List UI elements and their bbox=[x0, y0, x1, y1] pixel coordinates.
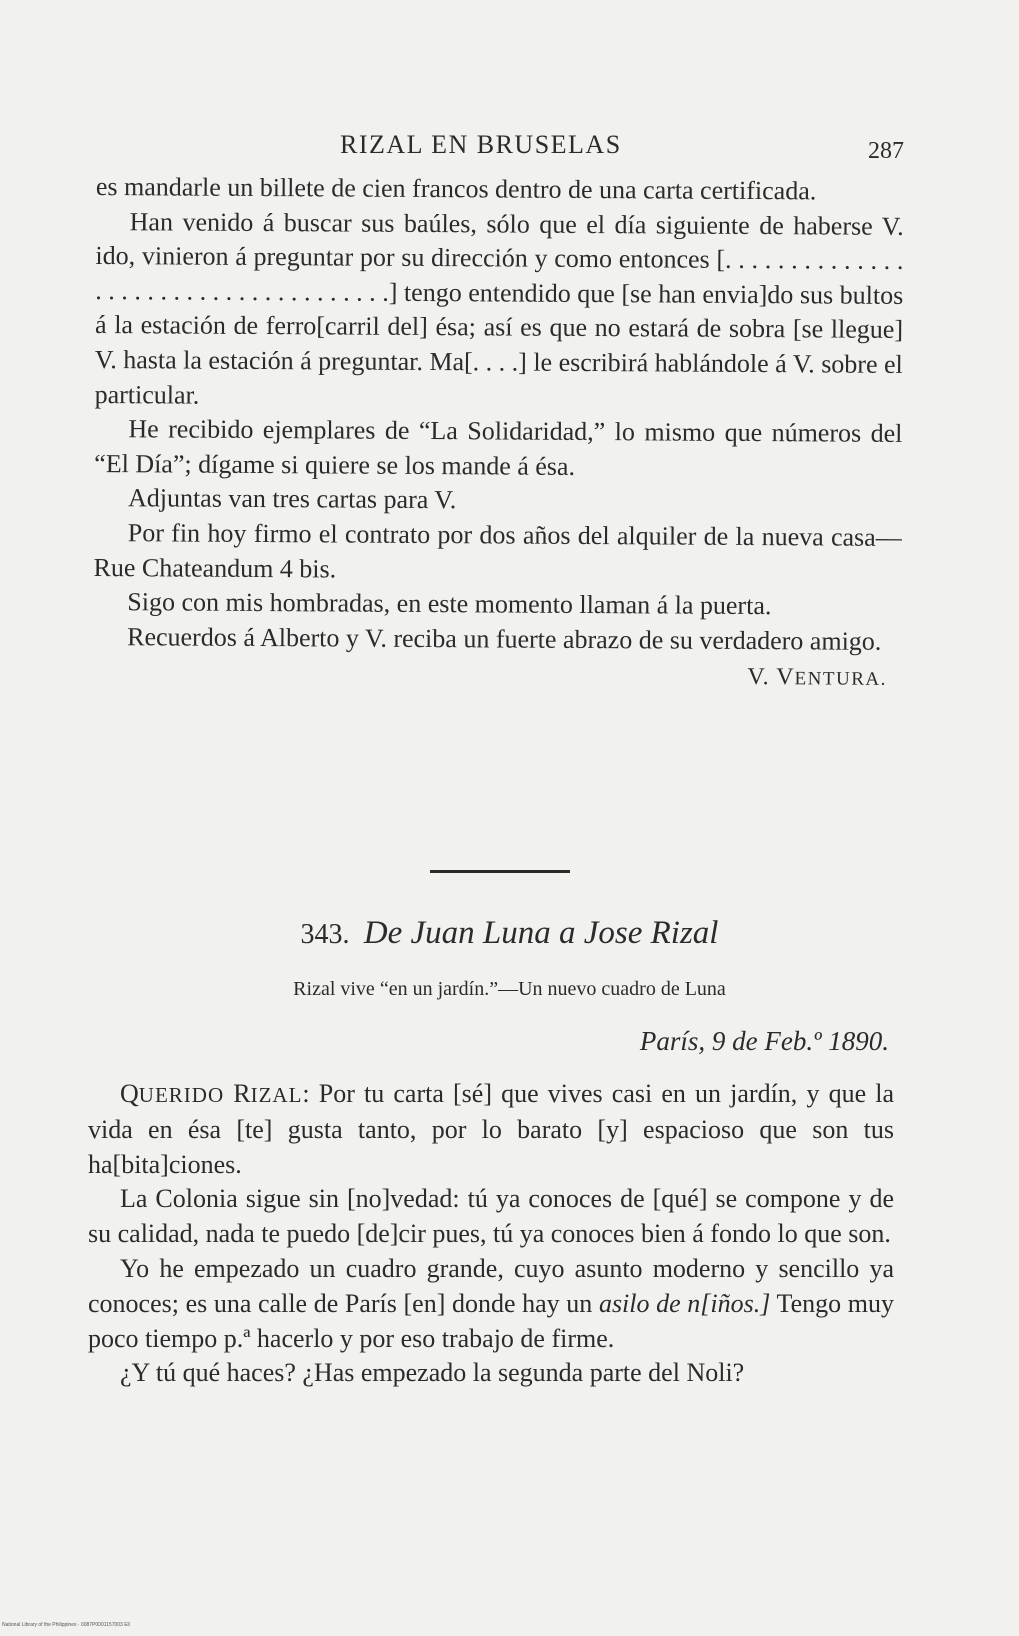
letter-heading bbox=[0, 915, 1019, 952]
signature bbox=[93, 656, 887, 697]
signature-small-caps: ENTURA. bbox=[794, 668, 887, 691]
running-title: RIZAL EN BRUSELAS bbox=[340, 130, 622, 159]
letter-subtitle: Rizal vive “en un jardín.”—Un nuevo cuadro de Luna bbox=[293, 978, 726, 1000]
page-number: 287 bbox=[868, 138, 904, 164]
paragraph: Por fin hoy firmo el contrato por dos años del alquiler de la nueva casa—Rue Chateandum 4 bis. bbox=[93, 518, 902, 584]
paragraph: es mandarle un billete de cien francos dentro de una carta certificada. bbox=[95, 171, 817, 206]
paragraph bbox=[88, 1252, 894, 1356]
signature-initial: V. V bbox=[747, 664, 795, 691]
running-head bbox=[0, 126, 1019, 166]
paragraph-text: Tengo muy poco tiempo p.ª hacerlo y por eso trabajo de firme. bbox=[88, 1288, 894, 1353]
paragraph: La Colonia sigue sin [no]vedad: tú ya conoces de [qué] se compone y de su calidad, nada te puedo [de]cir pues, tú ya conoces bien á fondo lo que son. bbox=[88, 1184, 894, 1249]
paragraph bbox=[88, 1077, 894, 1182]
paragraph: Sigo con mis hombradas, en este momento llaman á la puerta. bbox=[127, 587, 772, 621]
letter-title: De Juan Luna a Jose Rizal bbox=[363, 915, 719, 951]
italic-phrase: asilo de n[iños.] bbox=[598, 1288, 771, 1318]
salutation-small-caps: UERIDO bbox=[138, 1083, 225, 1107]
paragraph-text: : Por tu carta [sé] que vives casi en un jardín, y que la vida en ésa [te] gusta tanto, por lo barato [y] espacioso que son tus ha[bita]ciones. bbox=[88, 1079, 895, 1179]
paragraph: ¿Y tú qué haces? ¿Has empezado la segunda parte del Noli? bbox=[120, 1358, 745, 1388]
paragraph: Adjuntas van tres cartas para V. bbox=[127, 483, 457, 515]
paragraph-text: Yo he empezado un cuadro grande, cuyo asunto moderno y sencillo ya conoces; es una calle de París [en] donde hay un bbox=[88, 1253, 894, 1318]
section-divider bbox=[430, 870, 570, 873]
previous-letter-text bbox=[93, 170, 904, 698]
scan-footer-note: National Library of the Philippines · 0087P0001157003 Ell bbox=[2, 1622, 130, 1628]
paragraph: Han venido á buscar sus baúles, sólo que el día siguiente de haberse V. ido, vinieron á preguntar por su dirección y como entonces [. . . . . . . . . . . . . . . . . . . . . . . . . . . . . . . . . . . . .] tengo entendido que [se han envia]do sus bultos á la estación de ferro[carril del] ésa; así es que no estará de sobra [se llegue] V. hasta la estación á preguntar. Ma[. . . .] le escribirá hablándole á V. sobre el particular. bbox=[94, 206, 904, 410]
salutation-small-caps: IZAL bbox=[250, 1083, 303, 1107]
salutation-initial: R bbox=[233, 1079, 251, 1108]
paragraph: He recibido ejemplares de “La Solidaridad,” lo mismo que números del “El Día”; dígame si quiere se los mande á ésa. bbox=[94, 414, 903, 481]
salutation-initial: Q bbox=[120, 1079, 139, 1108]
letter-number: 343. bbox=[300, 919, 350, 950]
letter-place-date: París, 9 de Feb.º 1890. bbox=[639, 1026, 889, 1056]
letter-body bbox=[88, 1077, 894, 1391]
paragraph: Recuerdos á Alberto y V. reciba un fuerte abrazo de su verdadero amigo. bbox=[127, 621, 882, 656]
